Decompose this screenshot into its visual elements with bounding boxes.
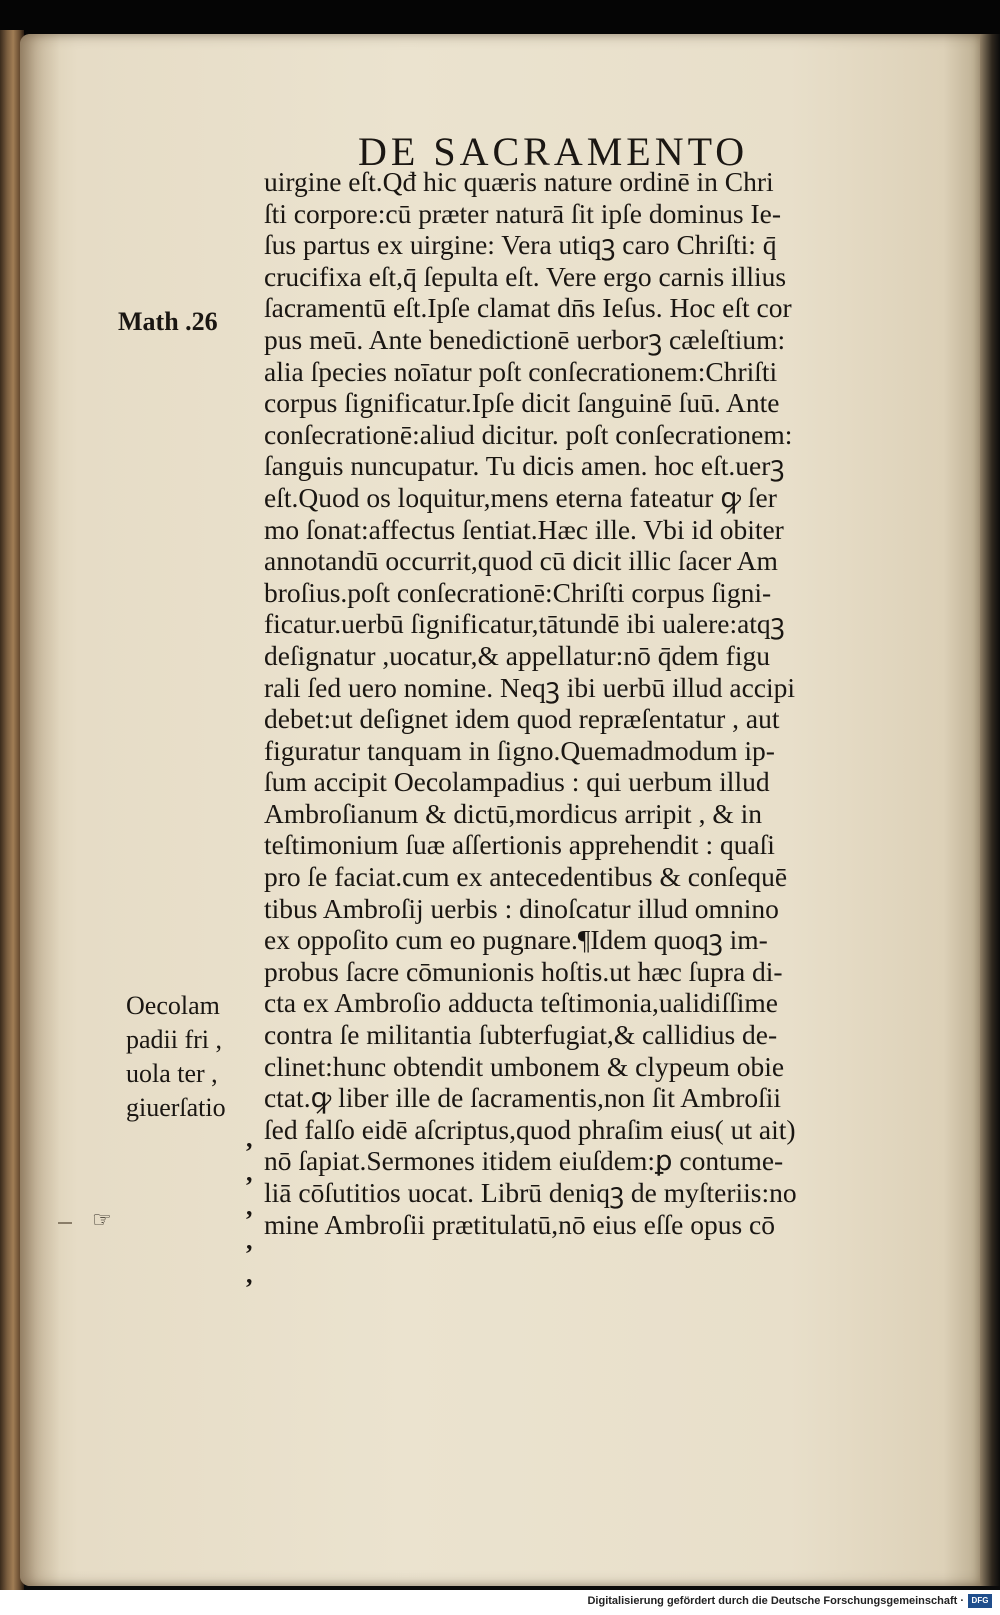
marginal-note-line: giuerſatio — [126, 1093, 226, 1122]
text-line: ex oppoſito cum eo pugnare.¶Idem quoqꝫ im- — [264, 924, 768, 956]
text-line: ctat.ꝙ liber ille de ſacramentis,non ſit Ambroſii — [264, 1082, 782, 1114]
top-band — [0, 0, 1000, 36]
text-line: crucifixa eſt,q̄ ſepulta eſt. Vere ergo carnis illius — [264, 260, 787, 292]
text-line: ſum accipit Oecolampadius : qui uerbum illud — [264, 766, 770, 798]
text-line: ficatur.uerbū ſignificatur,tātundē ibi ualere:atqꝫ — [264, 608, 785, 640]
text-line: broſius.poſt conſecrationē:Chriſti corpus ſigni- — [264, 576, 772, 608]
marginal-note-line: padii fri , — [126, 1025, 223, 1054]
text-line: clinet:hunc obtendit umbonem & clypeum obie — [264, 1050, 785, 1082]
text-line: corpus ſignificatur.Ipſe dicit ſanguinē ſuū. Ante — [264, 387, 780, 419]
marginal-mark: , — [246, 1260, 253, 1289]
text-line: tibus Ambroſij uerbis : dinoſcatur illud omnino — [264, 892, 779, 924]
text-line: mo ſonat:affectus ſentiat.Hæc ille. Vbi id obiter — [264, 513, 784, 545]
text-line: liā cōſutitios uocat. Librū deniqꝫ de myſteriis:no — [264, 1177, 797, 1208]
body-text — [264, 166, 954, 1240]
marginal-mark: , — [246, 1226, 253, 1255]
text-line: mine Ambroſii prætitulatū,nō eius eſſe opus cō — [264, 1208, 775, 1240]
text-line: uirgine eſt.Qđ hic quæris nature ordinē in Chri — [264, 166, 774, 197]
manicule-icon: ☞ — [92, 1208, 112, 1233]
page-right-edge — [980, 34, 1000, 1586]
marginal-note-oecolampadius — [126, 990, 226, 1126]
margin-dash-mark — [58, 1222, 72, 1224]
text-line: eſt.Quod os loquitur,mens eterna fateatur ꝙ ſer — [264, 481, 777, 513]
text-line: annotandū occurrit,quod cū dicit illic ſacer Am — [264, 545, 778, 577]
text-line: ſti corpore:cū præter naturā ſit ipſe dominus Ie- — [264, 197, 781, 229]
running-header: DE SACRAMENTO — [358, 129, 749, 174]
text-line: Ambroſianum & dictū,mordicus arripit , & in — [264, 797, 762, 829]
text-line: alia ſpecies noīatur poſt conſecrationem:Chriſti — [264, 355, 778, 387]
text-line: conſecrationē:aliud dicitur. poſt conſecrationem: — [264, 418, 793, 450]
text-line: ſus partus ex uirgine: Vera utiqꝫ caro Chriſti: q̄ — [264, 229, 777, 261]
text-line: nō ſapiat.Sermones itidem eiuſdem:ꝑ contume- — [264, 1145, 784, 1177]
marginal-mark: , — [246, 1192, 253, 1221]
text-line: ſacramentū eſt.Ipſe clamat dn̄s Ieſus. Hoc eſt cor — [264, 292, 792, 324]
marginal-note-matth: Math .26 — [118, 307, 218, 336]
text-line: rali ſed uero nomine. Neqꝫ ibi uerbū illud accipi — [264, 671, 796, 703]
footer-credit: Digitalisierung gefördert durch die Deutsche Forschungsgemeinschaft · — [587, 1595, 964, 1607]
marginal-comma-marks — [246, 1124, 266, 1294]
page-gutter-shadow — [20, 34, 60, 1586]
text-line: figuratur tanquam in ſigno.Quemadmodum ip- — [264, 734, 775, 766]
dfg-logo-icon: DFG — [968, 1594, 992, 1608]
marginal-note-line: uola ter , — [126, 1059, 218, 1088]
text-line: teſtimonium ſuæ aſſertionis apprehendit : quaſi — [264, 829, 775, 861]
marginal-mark: , — [246, 1124, 253, 1153]
text-line: cta ex Ambroſio adducta teſtimonia,ualidiſſime — [264, 987, 778, 1019]
text-line: ſanguis nuncupatur. Tu dicis amen. hoc eſt.uerꝫ — [264, 450, 785, 482]
text-line: deſignatur ,uocatur,& appellatur:nō q̄dem figu — [264, 639, 770, 671]
marginal-note-line: Oecolam — [126, 991, 220, 1020]
text-line: ſed falſo eidē aſcriptus,quod phraſim eius( ut ait) — [264, 1113, 796, 1145]
marginal-mark: , — [246, 1158, 253, 1187]
text-line: debet:ut deſignet idem quod repræſentatur , aut — [264, 703, 780, 735]
text-line: pro ſe faciat.cum ex antecedentibus & conſequē — [264, 861, 788, 893]
text-line: pus meū. Ante benedictionē uerborꝫ cæleſtium: — [264, 323, 786, 355]
footer-bar — [0, 1590, 1000, 1615]
text-line: probus ſacre cōmunionis hoſtis.ut hæc ſupra di- — [264, 955, 783, 987]
text-line: contra ſe militantia ſubterfugiat,& callidius de- — [264, 1019, 778, 1051]
